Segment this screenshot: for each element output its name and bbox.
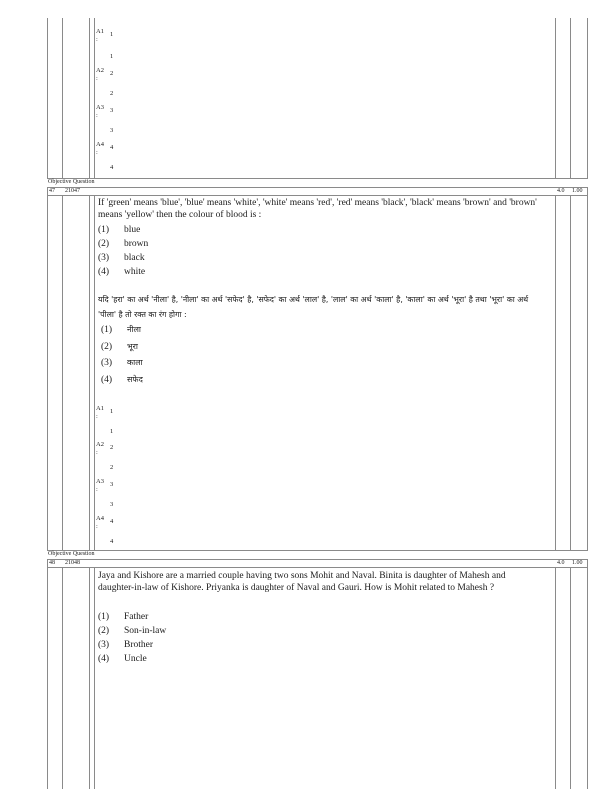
question-text-en: Jaya and Kishore are a married couple having two sons Mohit and Naval. Binita is daughter of Mahesh and daughter-in-law of Kishore. Priyanka is daughter of Naval and Gauri. How is Mohit related to Mahesh ? (98, 571, 506, 593)
question-marks: 4.0 (557, 188, 565, 194)
answer-repeat: 2 (110, 464, 114, 471)
section-label: Objective Question (48, 179, 95, 185)
answer-repeat: 3 (110, 501, 114, 508)
question-id: 21048 (65, 560, 80, 566)
answer-label: A2 (96, 441, 104, 448)
answer-value: 2 (110, 444, 114, 451)
option: (4) सफेद (101, 374, 143, 385)
section-label: Objective Question (48, 551, 95, 557)
option: (3) काला (101, 358, 143, 368)
negative-marks: 1.00 (572, 188, 583, 194)
question-marks: 4.0 (557, 560, 565, 566)
answer-value: 2 (110, 70, 114, 77)
answer-value: 4 (110, 144, 114, 151)
answer-repeat: 4 (110, 538, 114, 545)
question-id: 21047 (65, 188, 80, 194)
answer-label: A3 (96, 104, 104, 111)
answer-repeat: 4 (110, 164, 114, 171)
option: (4) Uncle (98, 654, 147, 664)
options-en (98, 610, 166, 666)
question-text-en: If 'green' means 'blue', 'blue' means 'white', 'white' means 'red', 'red' means 'black', 'black' means 'brown' and 'brown' means 'yellow' then the colour of blood is : (98, 198, 537, 220)
answer-repeat: 1 (110, 53, 114, 60)
question-serial: 48 (49, 560, 55, 566)
answer-label: A3 (96, 478, 104, 485)
answer-repeat: 1 (110, 428, 114, 435)
answer-label: A1 (96, 405, 104, 412)
answer-value: 1 (110, 408, 114, 415)
option: (2) brown (98, 239, 149, 249)
options-hi (101, 322, 143, 388)
answer-label: A4 (96, 141, 104, 148)
negative-marks: 1.00 (572, 560, 583, 566)
answer-repeat: 2 (110, 90, 114, 97)
option: (1) नीला (101, 325, 142, 335)
answer-value: 1 (110, 31, 114, 38)
options-en (98, 223, 148, 279)
answer-repeat: 3 (110, 127, 114, 134)
answer-value: 3 (110, 481, 114, 488)
option: (3) Brother (98, 640, 154, 650)
answer-value: 4 (110, 518, 114, 525)
option: (1) blue (98, 225, 141, 235)
answer-label: A2 (96, 67, 104, 74)
answer-label: A4 (96, 515, 104, 522)
question-serial: 47 (49, 188, 55, 194)
answer-label: A1 (96, 28, 104, 35)
option: (4) white (98, 267, 146, 277)
option: (1) Father (98, 612, 149, 622)
question-text-hi: यदि 'हरा' का अर्थ 'नीला' है, 'नीला' का अर्थ 'सफेद' है, 'सफेद' का अर्थ 'लाल' है, 'लाल' का अर्थ 'काला' है, 'काला' का अर्थ 'भूरा' है तथा 'भूरा' का अर्थ 'पीला' है तो रक्त का रंग होगा : (98, 295, 529, 319)
answer-value: 3 (110, 107, 114, 114)
option: (3) black (98, 253, 145, 263)
option: (2) Son-in-law (98, 626, 167, 636)
option: (2) भूरा (101, 341, 138, 352)
